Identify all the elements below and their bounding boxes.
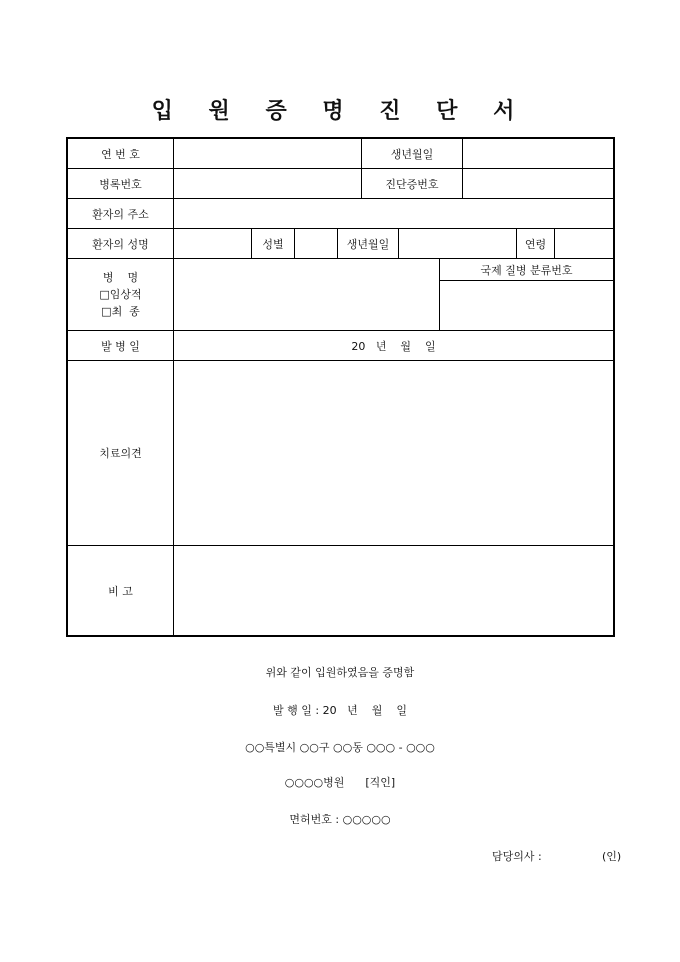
remarks-label: 비 고 [68,546,174,635]
license-number: 면허번호 : ○○○○○ [289,813,391,826]
remarks-field[interactable] [174,546,613,635]
certification-statement: 위와 같이 입원하였음을 증명함 [265,666,415,679]
treatment-opinion-label: 치료의견 [68,361,174,546]
birth-date-label: 생년월일 [362,139,463,169]
serial-number-field[interactable] [174,139,362,169]
signature-seal: (인) [602,850,622,863]
patient-address-field[interactable] [174,199,613,229]
sex-field[interactable] [295,229,338,259]
sex-label: 성별 [252,229,295,259]
patient-name-label: 환자의 성명 [68,229,174,259]
age-label: 연령 [517,229,555,259]
certificate-form [66,137,615,637]
ward-record-label: 병록번호 [68,169,174,199]
clinical-checkbox[interactable]: □임상적 [99,288,142,301]
onset-date-field[interactable]: 20 년 월 일 [174,331,613,361]
patient-birth-date-label: 생년월일 [338,229,399,259]
hospital-name-seal: ○○○○병원 [직인] [284,776,396,789]
diagnosis-number-field[interactable] [463,169,613,199]
disease-name-field[interactable] [174,259,440,331]
attending-doctor-label: 담당의사 : [492,850,542,863]
page-title: 입 원 증 명 진 단 서 [151,99,529,124]
age-field[interactable] [555,229,613,259]
disease-label-cell [68,259,174,331]
final-checkbox[interactable]: □최 종 [101,305,140,318]
onset-date-label: 발 병 일 [68,331,174,361]
patient-birth-date-field[interactable] [399,229,517,259]
diagnosis-number-label: 진단증번호 [362,169,463,199]
patient-address-label: 환자의 주소 [68,199,174,229]
birth-date-field[interactable] [463,139,613,169]
issue-date: 발 행 일 : 20 년 월 일 [273,704,407,717]
icd-code-field[interactable] [440,281,613,331]
serial-number-label: 연 번 호 [68,139,174,169]
hospital-address: ○○특별시 ○○구 ○○동 ○○○ - ○○○ [245,741,435,754]
icd-code-label: 국제 질병 분류번호 [440,259,613,281]
ward-record-field[interactable] [174,169,362,199]
disease-label: 병 명 [102,271,139,284]
patient-name-field[interactable] [174,229,252,259]
treatment-opinion-field[interactable] [174,361,613,546]
